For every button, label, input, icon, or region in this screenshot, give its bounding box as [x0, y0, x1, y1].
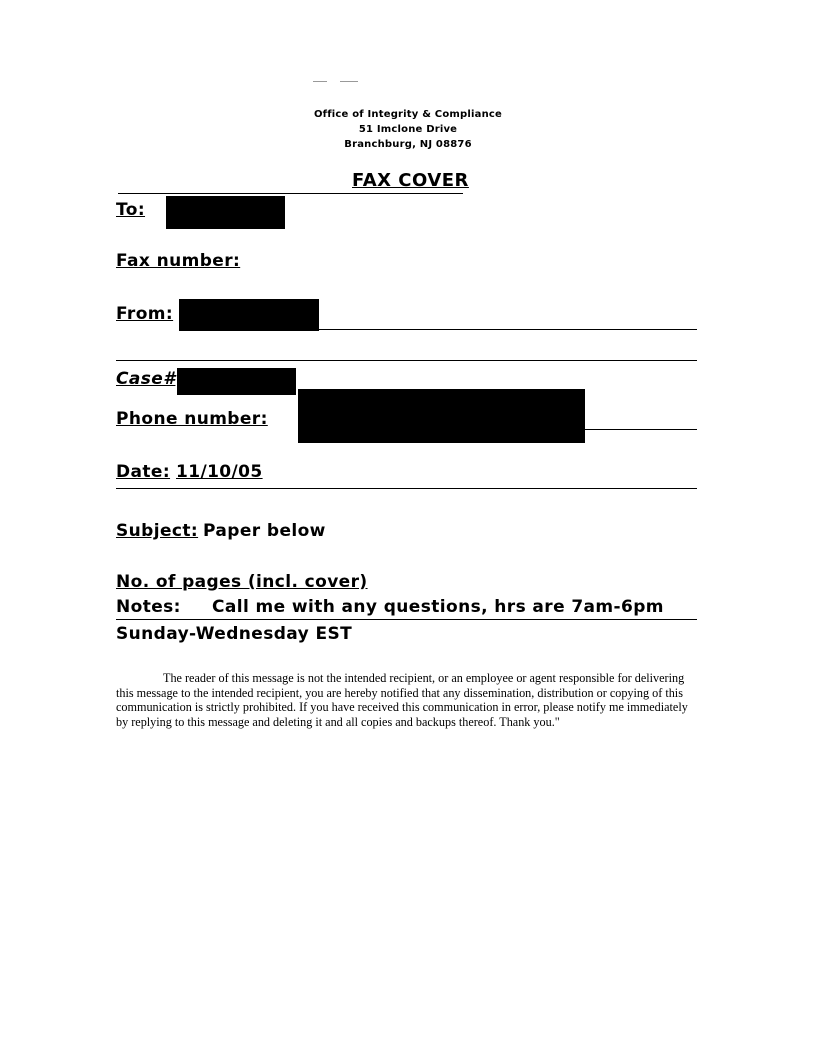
notes-rule: [116, 619, 697, 620]
redaction-case: [177, 368, 296, 395]
header-office: Office of Integrity & Compliance: [313, 109, 503, 120]
pages-label: No. of pages (incl. cover): [116, 572, 368, 592]
phone-rule: [585, 429, 697, 430]
date-label: Date:: [116, 462, 171, 482]
redaction-to: [166, 196, 285, 229]
header-street: 51 Imclone Drive: [358, 124, 458, 135]
scan-speck: [340, 81, 358, 82]
redaction-from: [179, 299, 319, 331]
from-label: From:: [116, 304, 174, 324]
subject-value: Paper below: [203, 521, 326, 541]
scan-speck: [313, 81, 327, 82]
date-rule: [116, 488, 697, 489]
header-city: Branchburg, NJ 08876: [344, 139, 472, 150]
date-value: 11/10/05: [176, 462, 263, 482]
phone-number-label: Phone number:: [116, 409, 268, 429]
redaction-phone: [298, 389, 585, 443]
separator-rule: [116, 360, 697, 361]
to-label: To:: [116, 200, 146, 220]
notes-label: Notes:: [116, 597, 181, 617]
case-label: Case#: [116, 369, 176, 389]
subject-label: Subject:: [116, 521, 199, 541]
notes-line2: Sunday-Wednesday EST: [116, 624, 353, 644]
title-rule: [118, 193, 463, 194]
from-rule: [319, 329, 697, 330]
confidentiality-notice: The reader of this message is not the intended recipient, or an employee or agent responsible for delivering this message to the intended recipient, you are hereby notified that any dissemination, distribution or copying of this communication is strictly prohibited. If you have received this communication in error, please notify me immediately by replying to this message and deleting it and all copies and backups thereof. Thank you.": [116, 671, 688, 729]
page-title: FAX COVER: [352, 170, 469, 191]
fax-number-label: Fax number:: [116, 251, 241, 271]
notes-value: Call me with any questions, hrs are 7am-6pm: [212, 597, 664, 617]
